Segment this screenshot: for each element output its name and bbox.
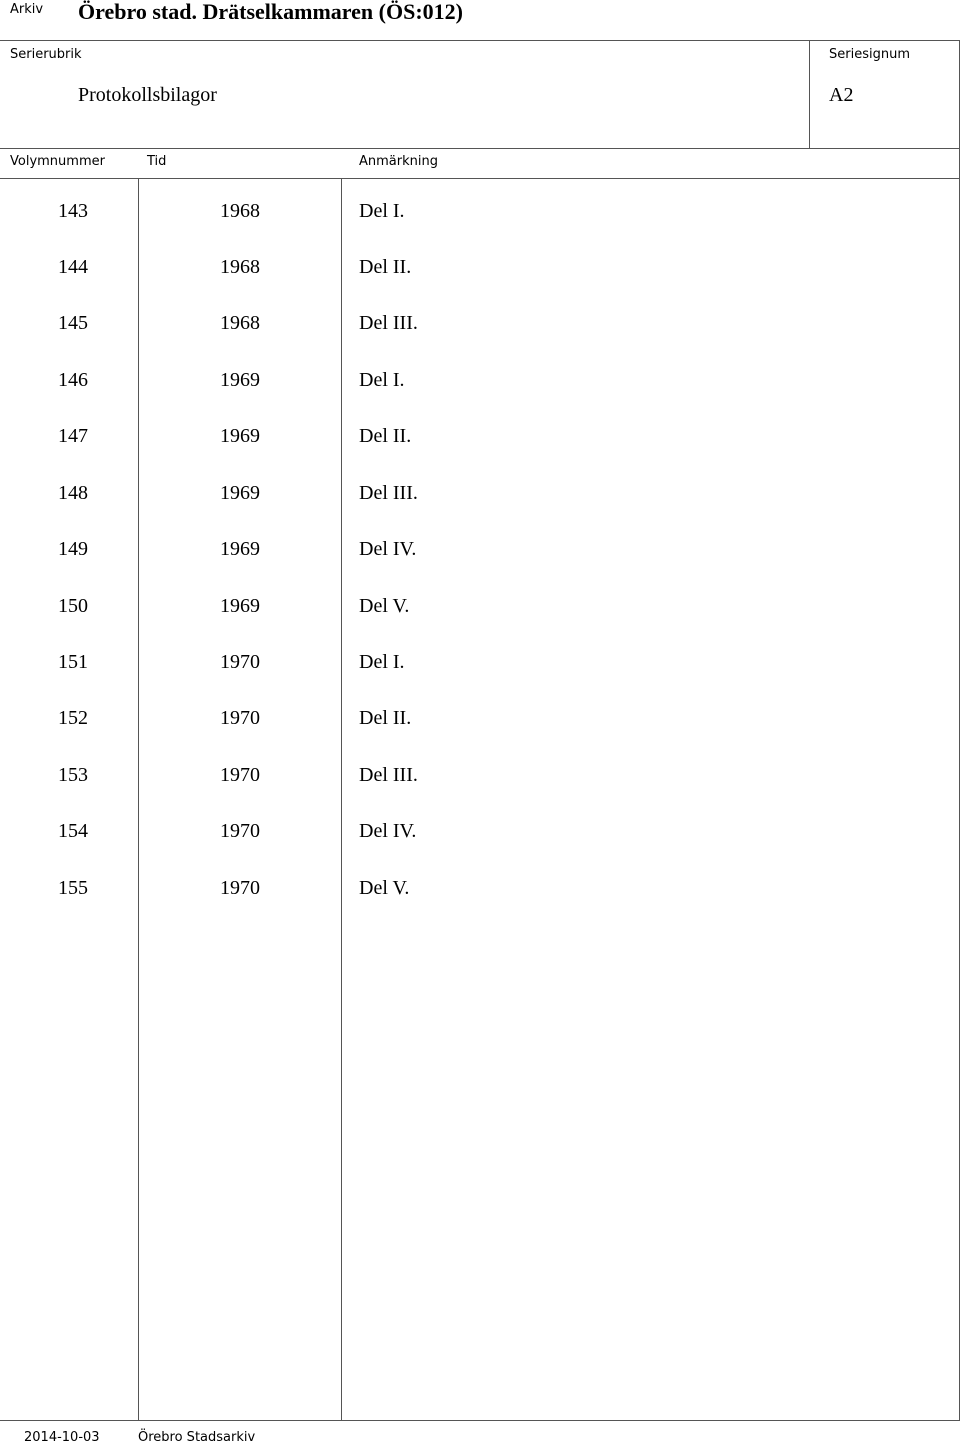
anmarkning-cell: Del II. <box>359 425 412 447</box>
table-row <box>0 538 960 564</box>
footer-archive: Örebro Stadsarkiv <box>138 1430 256 1445</box>
table-row <box>0 707 960 733</box>
tid-cell: 1970 <box>220 651 260 673</box>
anmarkning-cell: Del II. <box>359 256 412 278</box>
table-row <box>0 369 960 395</box>
serierubrik-value: Protokollsbilagor <box>78 84 217 106</box>
footer-rule <box>0 1420 960 1421</box>
anmarkning-cell: Del III. <box>359 764 418 786</box>
volym-cell: 152 <box>58 707 88 729</box>
tid-cell: 1968 <box>220 256 260 278</box>
column-header-volym: Volymnummer <box>10 154 105 169</box>
series-bottom-rule <box>0 148 960 149</box>
anmarkning-cell: Del II. <box>359 707 412 729</box>
volym-cell: 153 <box>58 764 88 786</box>
anmarkning-cell: Del V. <box>359 877 410 899</box>
footer-date: 2014-10-03 <box>24 1430 100 1445</box>
seriesignum-value: A2 <box>829 84 854 106</box>
column-header-rule <box>0 178 960 179</box>
tid-cell: 1968 <box>220 200 260 222</box>
tid-cell: 1969 <box>220 482 260 504</box>
serierubrik-label: Serierubrik <box>10 47 82 62</box>
anmarkning-cell: Del I. <box>359 200 405 222</box>
column-header-anmarkning: Anmärkning <box>359 154 438 169</box>
tid-cell: 1969 <box>220 425 260 447</box>
table-row <box>0 256 960 282</box>
table-row <box>0 482 960 508</box>
anmarkning-cell: Del I. <box>359 651 405 673</box>
table-row <box>0 312 960 338</box>
anmarkning-cell: Del IV. <box>359 820 417 842</box>
series-divider <box>809 40 810 148</box>
volym-cell: 150 <box>58 595 88 617</box>
tid-cell: 1970 <box>220 707 260 729</box>
arkiv-label: Arkiv <box>10 2 44 17</box>
tid-cell: 1969 <box>220 538 260 560</box>
table-row <box>0 651 960 677</box>
column-divider-1 <box>138 178 139 1421</box>
tid-cell: 1970 <box>220 820 260 842</box>
volym-cell: 146 <box>58 369 88 391</box>
table-row <box>0 764 960 790</box>
table-row <box>0 877 960 903</box>
volym-cell: 151 <box>58 651 88 673</box>
anmarkning-cell: Del III. <box>359 482 418 504</box>
volym-cell: 145 <box>58 312 88 334</box>
column-divider-2 <box>341 178 342 1421</box>
tid-cell: 1969 <box>220 595 260 617</box>
anmarkning-cell: Del V. <box>359 595 410 617</box>
seriesignum-label: Seriesignum <box>829 47 910 62</box>
volym-cell: 155 <box>58 877 88 899</box>
volym-cell: 149 <box>58 538 88 560</box>
table-row <box>0 820 960 846</box>
tid-cell: 1969 <box>220 369 260 391</box>
tid-cell: 1968 <box>220 312 260 334</box>
table-row <box>0 425 960 451</box>
header-top-rule <box>0 40 960 41</box>
volym-cell: 154 <box>58 820 88 842</box>
table-row <box>0 200 960 226</box>
arkiv-title: Örebro stad. Drätselkammaren (ÖS:012) <box>78 0 463 24</box>
volym-cell: 147 <box>58 425 88 447</box>
tid-cell: 1970 <box>220 764 260 786</box>
anmarkning-cell: Del IV. <box>359 538 417 560</box>
anmarkning-cell: Del I. <box>359 369 405 391</box>
table-row <box>0 595 960 621</box>
column-header-tid: Tid <box>147 154 167 169</box>
tid-cell: 1970 <box>220 877 260 899</box>
volym-cell: 148 <box>58 482 88 504</box>
volym-cell: 144 <box>58 256 88 278</box>
volym-cell: 143 <box>58 200 88 222</box>
anmarkning-cell: Del III. <box>359 312 418 334</box>
